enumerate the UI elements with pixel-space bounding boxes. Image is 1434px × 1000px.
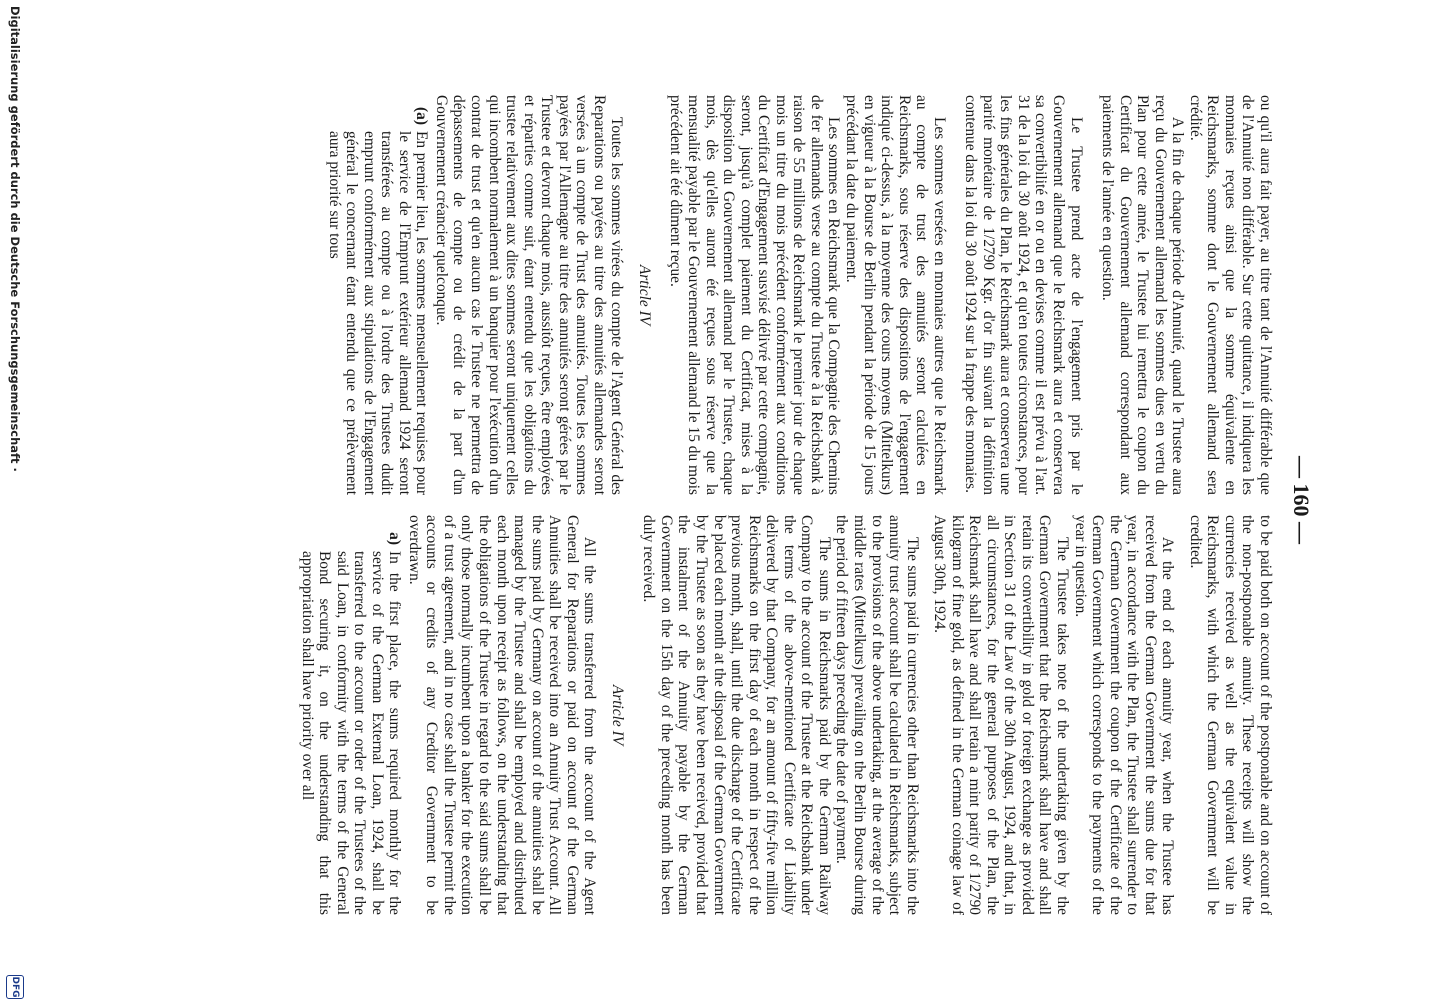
list-text: In the first place, the sums required monthly for the service of the German External Loan, 1924, shall be transferred to the account or order of the Trustees of the said Loan, in conformity with the terms of the General Bond securing it, on the understanding that this appropriation shall have priority over all bbox=[298, 551, 404, 915]
paragraph: The sums in Reichsmarks paid by the German Railway Company to the account of the Trustee at the Reichsbank under the terms of the above-mentioned Certificate of Liability delivered by that Company, for an amount of fifty-five million Reichsmarks on the first day of each month in respect of the previous month, shall, until the due discharge of the Certificate be placed each month at the disposal of the German Government by the Trustee as soon as they have been received, provided that the instalment of the Annuity payable by the German Government on the 15th day of the preceding month has been duly received. bbox=[640, 515, 833, 915]
paragraph: A la fin de chaque période d'Annuité, quand le Trustee aura reçu du Gouvernement allemand les sommes dues en vertu du Plan pour cette année, le Trustee lui remettra le coupon du Certificat du Gouvernement allemand correspondant aux paiements de l'année en question. bbox=[1099, 95, 1187, 495]
paragraph: Les sommes versées en monnaies autres que le Reichsmark au compte de trust des annuités seront calculées en Reichsmarks, sous réserve des dispositions de l'engagement indiqué ci-dessus, à la moyenne des cours moyens (Mittelkurs) en vigueur à la Bourse de Berlin pendant la période de 15 jours précédant la date du paiement. bbox=[842, 95, 948, 495]
paragraph: The sums paid in currencies other than Reichsmarks into the annuity trust account shall be calculated in Reichsmarks, subject to the provisions of the above undertaking, at the average of the middle rates (Mittelkurs) prevailing on the Berlin Bourse during the period of fifteen days preceding the date of payment. bbox=[833, 515, 921, 915]
paragraph: The Trustee takes note of the undertaking given by the German Government that the Reichsmark shall have and shall retain its convertibility in gold or foreign exchange as provided in Section 31 of the Law of the 30th August, 1924, and that, in all circumstances, for the general purposes of the Plan, the Reichsmark shall have and shall retain a mint parity of 1/2790 kilogram of fine gold, as defined in the German coinage law of August 30th, 1924. bbox=[931, 515, 1071, 915]
paragraph: All the sums transferred from the account of the Agent General for Reparations or paid on account of the German Annuities shall be received into an Annuity Trust Account. All the sums paid by Germany on account of the annuities shall be managed by the Trustee and shall be employed and distributed each month upon receipt as follows, on the understanding that the obligations of the Trustee in regard to the said sums shall be only those normally incumbent upon a banker for the execution of a trust agreement, and in no case shall the Trustee permit the accounts or credits of any Creditor Government to be overdrawn. bbox=[405, 515, 599, 915]
paragraph: Le Trustee prend acte de l'engagement pris par le Gouvernement allemand que le Reichsmark aura et conservera sa convertibilité en or ou en devises comme il est prévu à l'art. 31 de la loi du 30 août 1924, et qu'en toutes circonstances, pour les fins générales du Plan, le Reichsmark aura et conservera une parité monétaire de 1/2790 Kgr. d'or fin suivant la définition contenue dans la loi du 30 août 1924 sur la frappe des monnaies. bbox=[962, 95, 1085, 495]
dfg-logo-icon: DFG bbox=[6, 975, 24, 999]
paragraph: Les sommes en Reichsmark que la Compagnie des Chemins de fer allemands verse au compte du Trustee à la Reichsbank à raison de 55 millions de Reichsmark le premier jour de chaque mois un titre du mois précédent conformément aux conditions du Certificat d'Engagement susvisé délivré par cette compagnie, seront, jusqu'à complet paiement du Certificat, mises à la disposition du Gouvernement allemand par le Trustee, chaque mois, dès qu'elles auront été reçues sous réserve que la mensualité payable par le Gouvernement allemand le 15 du mois précédent ait été dûment reçue. bbox=[667, 95, 843, 495]
list-text: En premier lieu, les sommes mensuellement requises pour le service de l'Emprunt extérieur allemand 1924 seront transférées au compte ou à l'ordre des Trustees dudit emprunt conformément aux stipulations de l'Engagement général le concernant étant entendu que ce prélèvement aura priorité sur tous bbox=[325, 131, 431, 495]
paragraph: At the end of each annuity year, when the Trustee has received from the German Government the sums due for that year, in accordance with the Plan, the Trustee shall surrender to the German Government the coupon of the Certificate of the German Government which corresponds to the payments of the year in question. bbox=[1071, 515, 1177, 915]
paragraph: Toutes les sommes virées du compte de l'Agent Général des Reparations ou payées au titre des annuités allemandes seront versées à un compte de Trust des annuités. Toutes les sommes payées par l'Allemagne au titre des annuités seront gérées par le Trustee et devront chaque mois, aussitôt reçues, être employées et réparties comme suit, étant entendu que les obligations du trustee relativement aux dites sommes seront uniquement celles qui incombent normalement à un banquier pour l'exécution d'un contrat de trust et qu'en aucun cas le Trustee ne permettra de dépassements de compte ou de crédit de la part d'un Gouvernement créancier quelconque. bbox=[432, 95, 626, 495]
list-item bbox=[325, 95, 430, 495]
paragraph: ou qu'il aura fait payer, au titre tant de l'Annuité différable que de l'Annuité non différable. Sur cette quittance, il indiquera les monnaies reçues ainsi que la somme équivalente en Reichsmarks, somme dont le Gouvernement allemand sera crédité. bbox=[1186, 95, 1274, 495]
page-number: — 160 — bbox=[1289, 456, 1314, 544]
article-heading: Article IV bbox=[608, 684, 626, 746]
french-column bbox=[325, 95, 1274, 495]
english-column bbox=[298, 515, 1274, 915]
list-marker: a) bbox=[386, 532, 404, 545]
paragraph: to be paid both on account of the postponable and on account of the non-postponable annuity. These receipts will show the currencies received as well as the equivalent value in Reichsmarks, with which the German Government will be credited. bbox=[1186, 515, 1274, 915]
list-marker: (a) bbox=[413, 107, 431, 125]
footer-credit: Digitalisierung gefördert durch die Deutsche Forschungsgemeinschaft · bbox=[8, 6, 22, 472]
list-item bbox=[298, 515, 403, 915]
article-heading: Article IV bbox=[635, 264, 653, 326]
